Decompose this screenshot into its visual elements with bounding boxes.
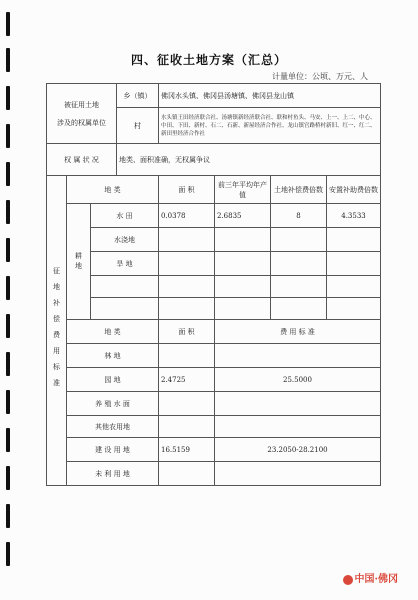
binder-hole	[6, 238, 10, 262]
table-row-type: 其他农用地	[67, 416, 159, 438]
table-row-land-comp	[271, 276, 327, 298]
table-row-area	[159, 462, 215, 486]
header-area: 面 积	[159, 176, 215, 204]
binder-hole	[6, 12, 10, 36]
header-land-comp-multiple: 土地补偿费倍数	[271, 176, 327, 204]
header2-standard: 费 用 标 准	[215, 320, 381, 344]
table-row-avg-output	[215, 228, 271, 252]
header-avg-output: 前三年平均年产值	[215, 176, 271, 204]
table-row-resettle	[327, 228, 381, 252]
table-row-avg-output	[215, 276, 271, 298]
table-row-area: 2.4725	[159, 368, 215, 392]
binder-hole	[6, 466, 10, 490]
table-row-land-comp: 8	[271, 204, 327, 228]
binder-hole	[6, 390, 10, 414]
table-row-type	[91, 276, 159, 298]
header2-land-type: 地 类	[67, 320, 159, 344]
binder-hole	[6, 276, 10, 300]
table-row-land-comp	[271, 298, 327, 320]
binder-hole	[6, 542, 10, 566]
table-row-type: 水 田	[91, 204, 159, 228]
binder-hole	[6, 200, 10, 224]
binder-hole	[6, 352, 10, 376]
scope-label-cell	[47, 84, 117, 144]
table-row-type: 养 殖 水 面	[67, 392, 159, 416]
table-row-area	[159, 298, 215, 320]
village-value: 水头镇王田经济联合社、汤塘镇新经济联合社、联和村鱼头、马安、上一、上二、中心、中田、下田、新村、石二、石新、新屋经济合作社、龙山镇官路桥村新旧、红一、红二、新田里经济合作社	[159, 108, 381, 144]
table-row-type: 林 地	[67, 344, 159, 368]
ownership-value: 地类、面积准确，无权属争议	[117, 144, 381, 176]
binder-hole	[6, 314, 10, 338]
table-row-area	[159, 344, 215, 368]
page-title: 四、征收土地方案（汇总）	[130, 53, 287, 67]
table-row-area	[159, 252, 215, 276]
table-row-type: 建 设 用 地	[67, 438, 159, 462]
table-row-avg-output	[215, 298, 271, 320]
town-label: 乡（镇）	[117, 84, 159, 108]
watermark-text: 中国·佛冈	[354, 574, 398, 585]
table-row-area: 0.0378	[159, 204, 215, 228]
table-row-standard	[215, 392, 381, 416]
table-row-type: 水浇地	[91, 228, 159, 252]
town-value: 佛冈水头镇、佛冈县汤塘镇、佛冈县龙山镇	[159, 84, 381, 108]
table-row-type: 旱 地	[91, 252, 159, 276]
table-row-standard: 25.5000	[215, 368, 381, 392]
scope-label-line1: 被征用土地	[64, 100, 99, 109]
binder-hole	[6, 86, 10, 110]
unit-label: 计量单位：公顷、万元、人	[272, 72, 368, 81]
land-acquisition-table	[46, 83, 381, 486]
header-resettle-multiple: 安置补助费倍数	[327, 176, 381, 204]
cultivated-label: 耕地	[67, 204, 91, 320]
table-row-area	[159, 276, 215, 298]
table-row-standard	[215, 462, 381, 486]
table-row-area	[159, 416, 215, 438]
table-row-resettle	[327, 252, 381, 276]
table-row-resettle: 4.3533	[327, 204, 381, 228]
table-row-type: 未 利 用 地	[67, 462, 159, 486]
binder-hole	[6, 162, 10, 186]
village-label: 村	[117, 108, 159, 144]
header2-area: 面 积	[159, 320, 215, 344]
table-row-resettle	[327, 276, 381, 298]
scope-label-line2: 涉及的权属单位	[57, 118, 106, 127]
table-row-type: 园 地	[67, 368, 159, 392]
site-watermark	[343, 570, 398, 585]
table-row-type	[91, 298, 159, 320]
header-land-type: 地 类	[67, 176, 159, 204]
table-row-area	[159, 392, 215, 416]
table-row-land-comp	[271, 228, 327, 252]
table-row-standard	[215, 344, 381, 368]
binder-hole	[6, 428, 10, 452]
table-row-area	[159, 228, 215, 252]
table-row-resettle	[327, 298, 381, 320]
table-row-avg-output	[215, 252, 271, 276]
table-row-avg-output: 2.6835	[215, 204, 271, 228]
watermark-logo-icon	[343, 575, 353, 585]
table-row-area: 16.5159	[159, 438, 215, 462]
table-row-standard	[215, 416, 381, 438]
compensation-side-label: 征地补偿费用标准	[47, 176, 67, 486]
table-row-standard: 23.2050-28.2100	[215, 438, 381, 462]
ownership-label: 权 属 状 况	[47, 144, 117, 176]
binder-hole	[6, 504, 10, 528]
table-row-land-comp	[271, 252, 327, 276]
binder-hole	[6, 124, 10, 148]
